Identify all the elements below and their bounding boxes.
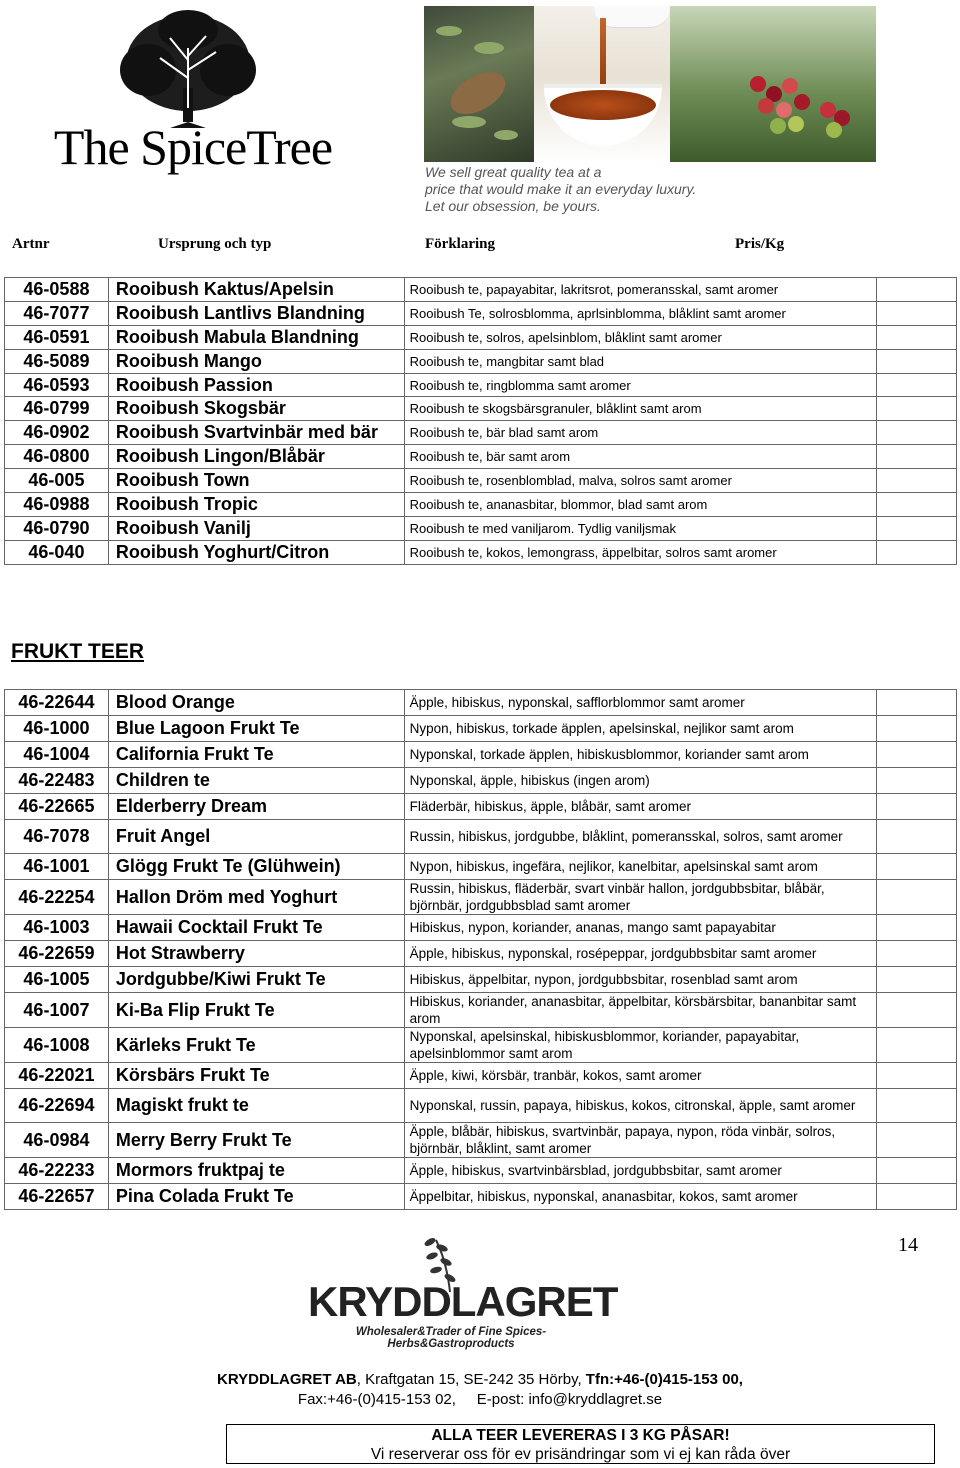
tea-description: Rooibush te med vaniljarom. Tydlig vaniljsmak	[404, 516, 876, 540]
tea-name: Rooibush Passion	[108, 373, 404, 397]
table-row	[5, 915, 957, 941]
article-number: 46-1005	[5, 967, 109, 993]
tea-description: Rooibush te, rosenblomblad, malva, solros samt aromer	[404, 469, 876, 493]
price-cell	[877, 1184, 957, 1210]
table-row	[5, 493, 957, 517]
tea-name: Rooibush Lingon/Blåbär	[108, 445, 404, 469]
tea-description: Äpple, kiwi, körsbär, tranbär, kokos, samt aromer	[404, 1063, 876, 1089]
tea-description: Hibiskus, koriander, ananasbitar, äppelbitar, körsbärsbitar, bananbitar samt arom	[404, 993, 876, 1028]
article-number: 46-1007	[5, 993, 109, 1028]
tea-description: Rooibush te, solros, apelsinblom, blåklint samt aromer	[404, 325, 876, 349]
price-cell	[877, 993, 957, 1028]
tea-name: Jordgubbe/Kiwi Frukt Te	[108, 967, 404, 993]
tea-description: Rooibush te, ringblomma samt aromer	[404, 373, 876, 397]
table-row	[5, 1123, 957, 1158]
spicetree-logo	[20, 8, 350, 178]
tea-description: Fläderbär, hibiskus, äpple, blåbär, samt aromer	[404, 794, 876, 820]
article-number: 46-040	[5, 540, 109, 564]
logo-wordmark: The SpiceTree	[53, 119, 333, 175]
tea-description: Rooibush te, ananasbitar, blommor, blad samt arom	[404, 493, 876, 517]
price-cell	[877, 493, 957, 517]
fax-email: Fax:+46-(0)415-153 02, E-post: info@kryddlagret.se	[297, 1391, 663, 1408]
tea-description: Nyponskal, russin, papaya, hibiskus, kokos, citronskal, äpple, samt aromer	[404, 1089, 876, 1123]
delivery-notice	[226, 1424, 935, 1464]
article-number: 46-22483	[5, 768, 109, 794]
article-number: 46-7077	[5, 301, 109, 325]
table-row	[5, 397, 957, 421]
tea-leaves-photo	[424, 6, 534, 162]
rooibos-table	[4, 277, 957, 565]
tea-description: Rooibush te, kokos, lemongrass, äppelbitar, solros samt aromer	[404, 540, 876, 564]
tea-cup-photo	[534, 6, 670, 162]
tea-name: Rooibush Kaktus/Apelsin	[108, 278, 404, 302]
price-cell	[877, 915, 957, 941]
fruit-section-title: FRUKT TEER	[11, 640, 144, 663]
table-row	[5, 941, 957, 967]
price-cell	[877, 278, 957, 302]
article-number: 46-005	[5, 469, 109, 493]
tea-description: Nyponskal, torkade äpplen, hibiskusblommor, koriander samt arom	[404, 742, 876, 768]
tea-name: Rooibush Vanilj	[108, 516, 404, 540]
table-row	[5, 1063, 957, 1089]
tea-name: Hot Strawberry	[108, 941, 404, 967]
tea-name: Elderberry Dream	[108, 794, 404, 820]
price-cell	[877, 967, 957, 993]
tea-name: Fruit Angel	[108, 820, 404, 854]
coffee-berries-photo	[670, 6, 876, 162]
article-number: 46-22644	[5, 690, 109, 716]
phone-number: Tfn:+46-(0)415-153 00,	[585, 1371, 743, 1388]
tea-name: Merry Berry Frukt Te	[108, 1123, 404, 1158]
price-cell	[877, 794, 957, 820]
tea-name: Hawaii Cocktail Frukt Te	[108, 915, 404, 941]
table-row	[5, 690, 957, 716]
table-row	[5, 1158, 957, 1184]
price-cell	[877, 742, 957, 768]
table-row	[5, 716, 957, 742]
price-cell	[877, 421, 957, 445]
article-number: 46-22657	[5, 1184, 109, 1210]
table-row	[5, 445, 957, 469]
street-address: , Kraftgatan 15, SE-242 35 Hörby,	[356, 1371, 586, 1388]
price-cell	[877, 1089, 957, 1123]
tea-description: Rooibush te, bär blad samt arom	[404, 421, 876, 445]
kryddlagret-logo	[308, 1234, 618, 1354]
price-cell	[877, 854, 957, 880]
table-row	[5, 278, 957, 302]
tea-name: Rooibush Town	[108, 469, 404, 493]
price-cell	[877, 469, 957, 493]
table-row	[5, 1089, 957, 1123]
article-number: 46-22254	[5, 880, 109, 915]
article-number: 46-22694	[5, 1089, 109, 1123]
price-cell	[877, 941, 957, 967]
article-number: 46-5089	[5, 349, 109, 373]
price-cell	[877, 325, 957, 349]
tea-name: Rooibush Tropic	[108, 493, 404, 517]
tagline: We sell great quality tea at a price that would make it an everyday luxury. Let our obsession, be yours.	[425, 164, 697, 214]
article-number: 46-1000	[5, 716, 109, 742]
article-number: 46-0593	[5, 373, 109, 397]
tea-name: Magiskt frukt te	[108, 1089, 404, 1123]
price-cell	[877, 373, 957, 397]
table-row	[5, 993, 957, 1028]
tea-description: Äpple, blåbär, hibiskus, svartvinbär, papaya, nypon, röda vinbär, solros, björnbär, blåklint, samt aromer	[404, 1123, 876, 1158]
tea-name: Hallon Dröm med Yoghurt	[108, 880, 404, 915]
article-number: 46-7078	[5, 820, 109, 854]
price-cell	[877, 690, 957, 716]
table-row	[5, 1184, 957, 1210]
article-number: 46-1001	[5, 854, 109, 880]
column-header-origin: Ursprung och typ	[158, 236, 272, 252]
table-row	[5, 469, 957, 493]
article-number: 46-22233	[5, 1158, 109, 1184]
table-row	[5, 516, 957, 540]
tea-description: Nyponskal, apelsinskal, hibiskusblommor, koriander, papayabitar, apelsinblommor samt arom	[404, 1028, 876, 1063]
article-number: 46-0799	[5, 397, 109, 421]
footer-logo-word: KRYDDLAGRET	[308, 1278, 618, 1325]
article-number: 46-1003	[5, 915, 109, 941]
tea-description: Äppelbitar, hibiskus, nyponskal, ananasbitar, kokos, samt aromer	[404, 1184, 876, 1210]
price-cell	[877, 1158, 957, 1184]
table-row	[5, 768, 957, 794]
article-number: 46-22021	[5, 1063, 109, 1089]
tea-name: Pina Colada Frukt Te	[108, 1184, 404, 1210]
article-number: 46-0591	[5, 325, 109, 349]
tea-description: Äpple, hibiskus, svartvinbärsblad, jordgubbsbitar, samt aromer	[404, 1158, 876, 1184]
tea-name: Rooibush Skogsbär	[108, 397, 404, 421]
price-cell	[877, 1028, 957, 1063]
tea-name: Glögg Frukt Te (Glühwein)	[108, 854, 404, 880]
table-row	[5, 540, 957, 564]
article-number: 46-0902	[5, 421, 109, 445]
price-cell	[877, 820, 957, 854]
page-number: 14	[898, 1234, 918, 1256]
tea-description: Äpple, hibiskus, nyponskal, safflorblommor samt aromer	[404, 690, 876, 716]
table-row	[5, 967, 957, 993]
tea-name: California Frukt Te	[108, 742, 404, 768]
article-number: 46-22659	[5, 941, 109, 967]
fruit-tea-table	[4, 689, 957, 1210]
tea-description: Nyponskal, äpple, hibiskus (ingen arom)	[404, 768, 876, 794]
tea-description: Nypon, hibiskus, torkade äpplen, apelsinskal, nejlikor samt arom	[404, 716, 876, 742]
price-cell	[877, 1063, 957, 1089]
tea-name: Ki-Ba Flip Frukt Te	[108, 993, 404, 1028]
price-cell	[877, 540, 957, 564]
tea-description: Rooibush te, bär samt arom	[404, 445, 876, 469]
column-header-artnr: Artnr	[12, 236, 50, 252]
tea-name: Blue Lagoon Frukt Te	[108, 716, 404, 742]
tea-name: Rooibush Lantlivs Blandning	[108, 301, 404, 325]
article-number: 46-1004	[5, 742, 109, 768]
notice-line-2: Vi reserverar oss för ev prisändringar som vi ej kan råda över	[370, 1446, 791, 1463]
tea-description: Rooibush te, mangbitar samt blad	[404, 349, 876, 373]
table-row	[5, 325, 957, 349]
tea-description: Russin, hibiskus, jordgubbe, blåklint, pomeransskal, solros, samt aromer	[404, 820, 876, 854]
footer-logo-subtitle: Wholesaler&Trader of Fine Spices-Herbs&Gastroproducts	[355, 1326, 547, 1350]
company-address	[0, 1370, 960, 1410]
tea-description: Russin, hibiskus, fläderbär, svart vinbär hallon, jordgubbsbitar, blåbär, björnbär, jordgubbsblad samt aromer	[404, 880, 876, 915]
article-number: 46-0588	[5, 278, 109, 302]
article-number: 46-0984	[5, 1123, 109, 1158]
tea-name: Children te	[108, 768, 404, 794]
article-number: 46-0800	[5, 445, 109, 469]
price-cell	[877, 1123, 957, 1158]
article-number: 46-22665	[5, 794, 109, 820]
table-row	[5, 854, 957, 880]
table-row	[5, 301, 957, 325]
tea-description: Nypon, hibiskus, ingefära, nejlikor, kanelbitar, apelsinskal samt arom	[404, 854, 876, 880]
table-row	[5, 820, 957, 854]
tree-icon	[20, 8, 350, 128]
tea-name: Körsbärs Frukt Te	[108, 1063, 404, 1089]
table-row	[5, 349, 957, 373]
tea-description: Hibiskus, äppelbitar, nypon, jordgubbsbitar, rosenblad samt arom	[404, 967, 876, 993]
tea-name: Rooibush Svartvinbär med bär	[108, 421, 404, 445]
tea-name: Blood Orange	[108, 690, 404, 716]
table-row	[5, 742, 957, 768]
table-row	[5, 1028, 957, 1063]
table-row	[5, 880, 957, 915]
company-name: KRYDDLAGRET AB	[217, 1371, 357, 1388]
tea-description: Rooibush te, papayabitar, lakritsrot, pomeransskal, samt aromer	[404, 278, 876, 302]
tea-description: Rooibush Te, solrosblomma, aprlsinblomma, blåklint samt aromer	[404, 301, 876, 325]
price-cell	[877, 349, 957, 373]
price-cell	[877, 445, 957, 469]
tea-description: Äpple, hibiskus, nyponskal, rosépeppar, jordgubbsbitar samt aromer	[404, 941, 876, 967]
tea-name: Rooibush Mango	[108, 349, 404, 373]
article-number: 46-0790	[5, 516, 109, 540]
tea-name: Mormors fruktpaj te	[108, 1158, 404, 1184]
tea-name: Rooibush Mabula Blandning	[108, 325, 404, 349]
column-header-description: Förklaring	[425, 236, 495, 252]
tea-description: Rooibush te skogsbärsgranuler, blåklint samt arom	[404, 397, 876, 421]
table-row	[5, 794, 957, 820]
tea-name: Kärleks Frukt Te	[108, 1028, 404, 1063]
price-cell	[877, 716, 957, 742]
price-cell	[877, 516, 957, 540]
price-cell	[877, 301, 957, 325]
article-number: 46-1008	[5, 1028, 109, 1063]
column-header-price: Pris/Kg	[735, 236, 785, 252]
tea-name: Rooibush Yoghurt/Citron	[108, 540, 404, 564]
price-cell	[877, 768, 957, 794]
table-row	[5, 421, 957, 445]
header-photos	[424, 6, 876, 162]
table-row	[5, 373, 957, 397]
price-cell	[877, 880, 957, 915]
tea-description: Hibiskus, nypon, koriander, ananas, mango samt papayabitar	[404, 915, 876, 941]
price-cell	[877, 397, 957, 421]
notice-line-1: ALLA TEER LEVERERAS I 3 KG PÅSAR!	[431, 1427, 730, 1444]
article-number: 46-0988	[5, 493, 109, 517]
